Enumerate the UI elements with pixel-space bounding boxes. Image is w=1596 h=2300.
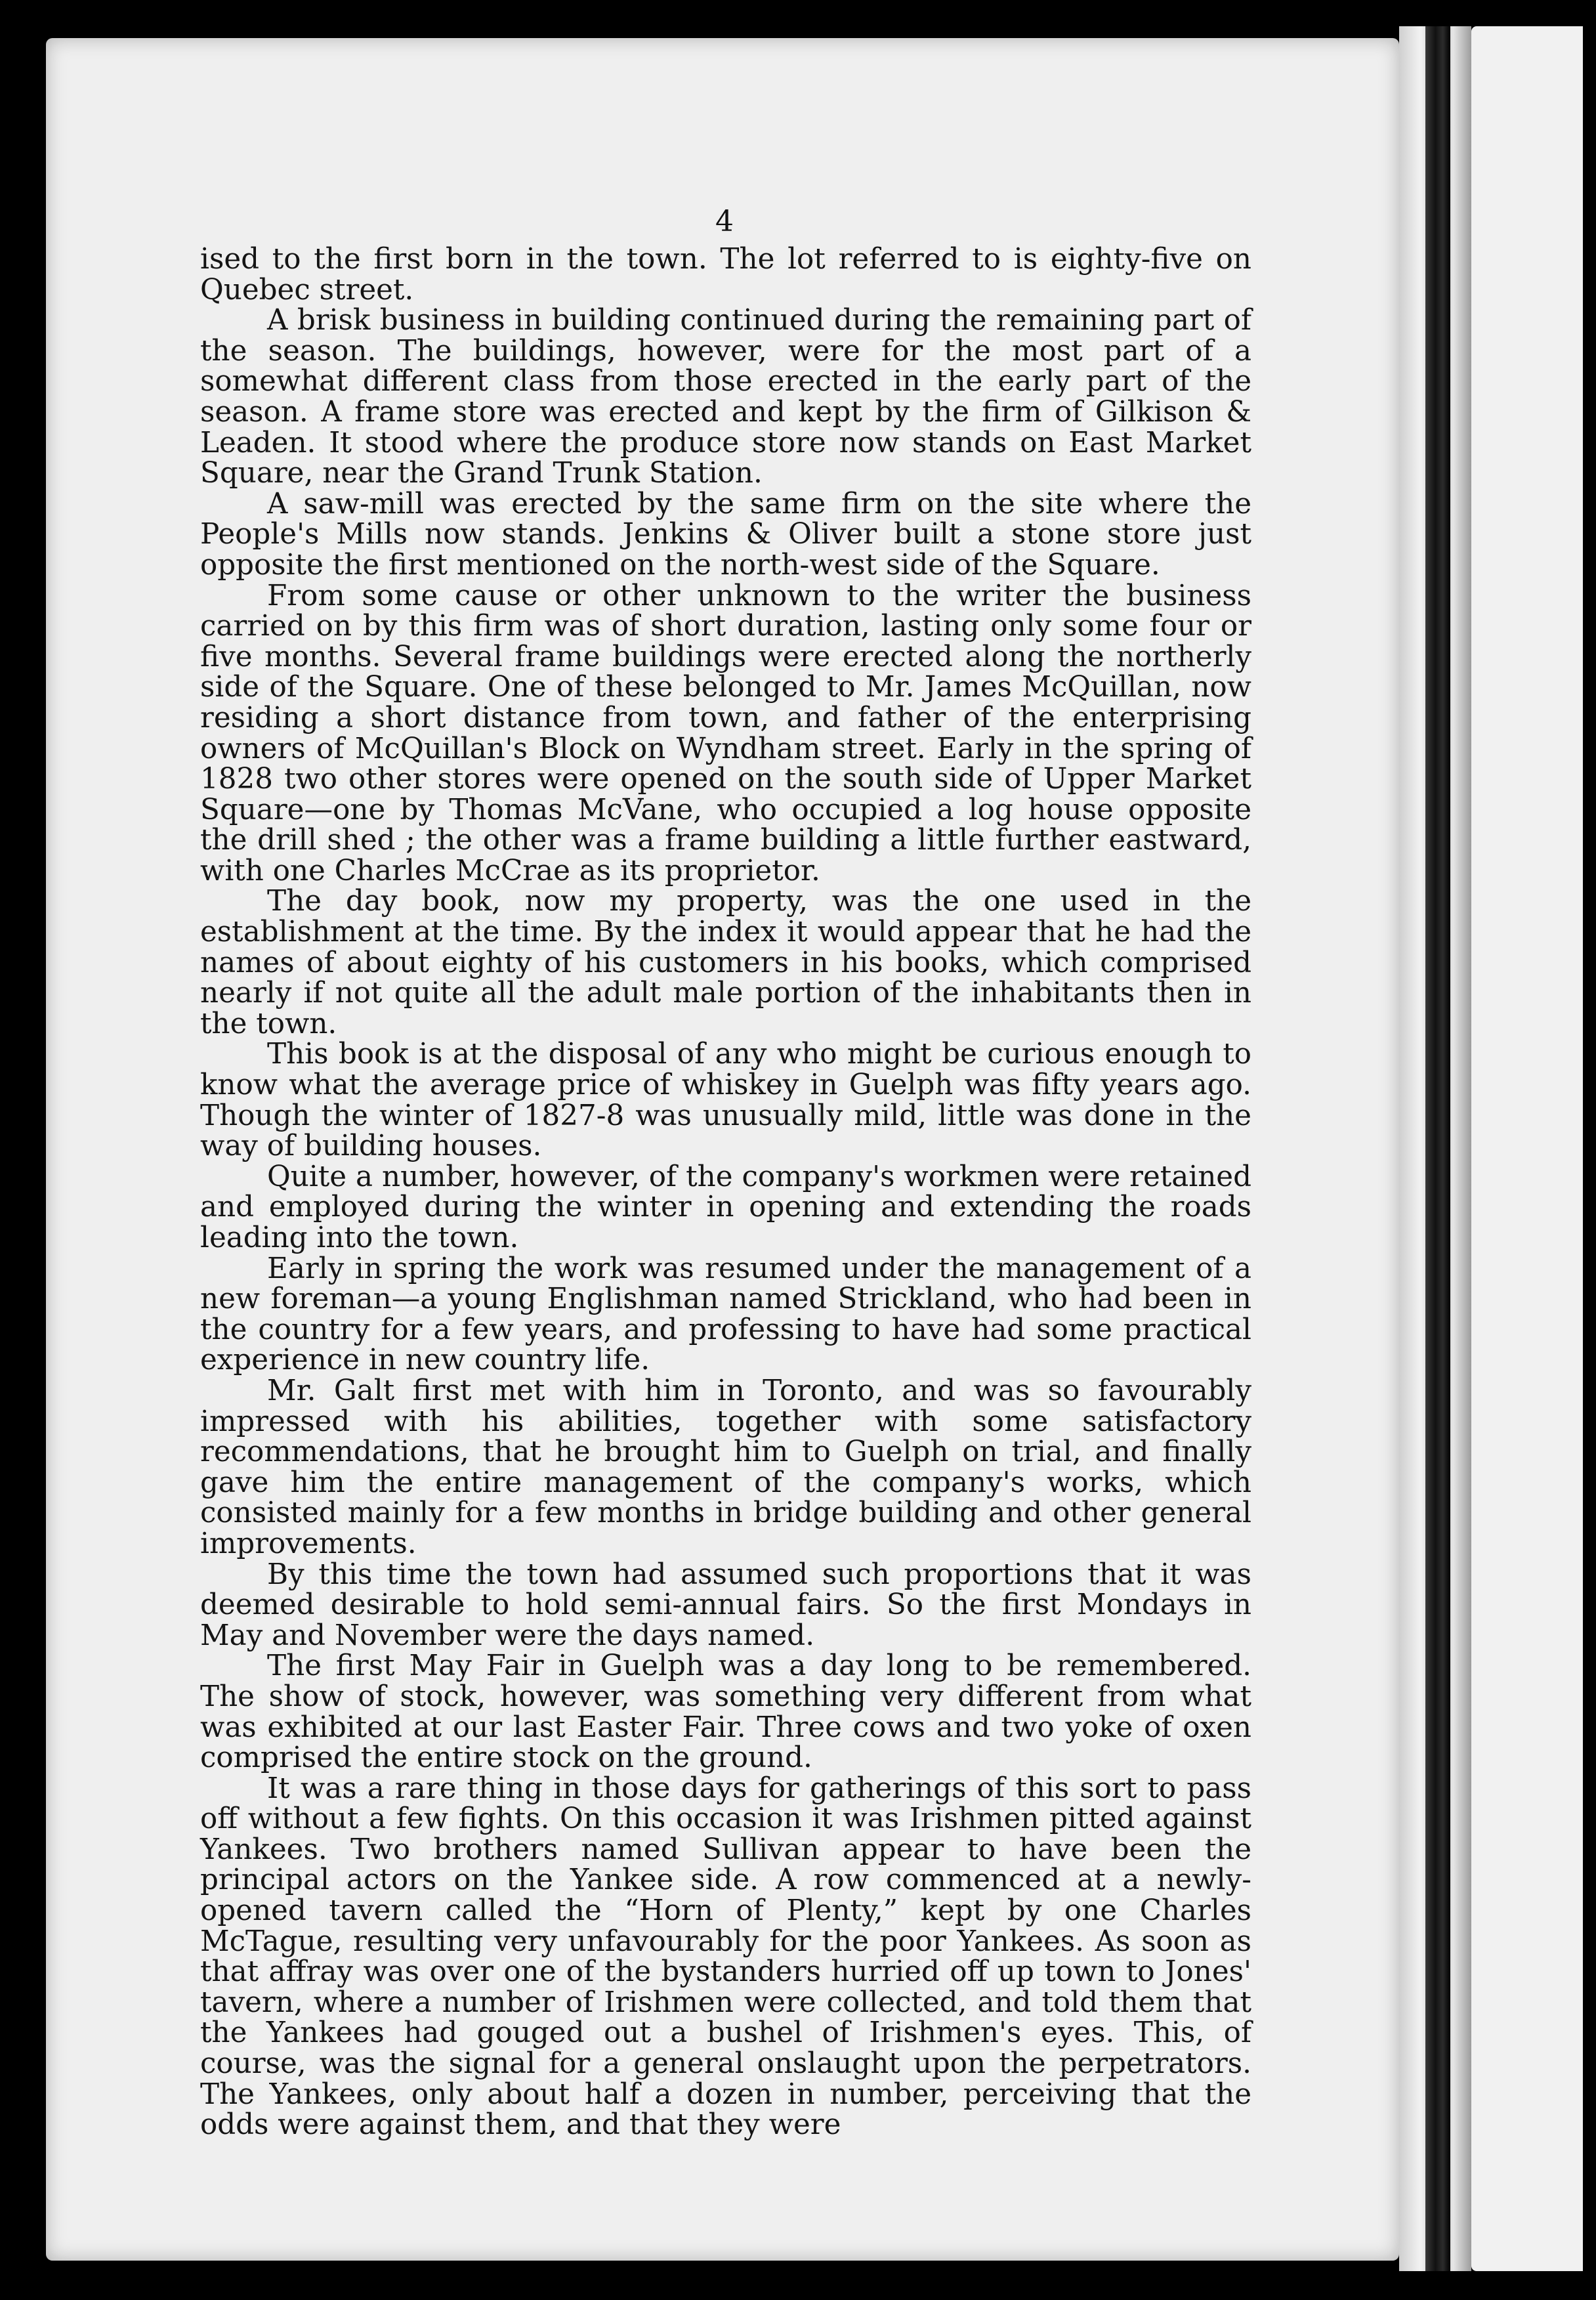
paragraph: The first May Fair in Guelph was a day long to be remembered. The show of stock, however, was something very different from what was exhibited at our last Easter Fair. Three cows and two yoke of oxen comprised the entire stock on the ground. xyxy=(200,1650,1251,1775)
paragraph: Mr. Galt first met with him in Toronto, and was so favourably impressed with his abilities, together with some satisfactory recommendations, that he brought him to Guelph on trial, and finally gave him the entire management of the company's works, which consisted mainly for a few months in bridge building and other general improvements. xyxy=(200,1374,1251,1560)
paragraph: A brisk business in building continued during the remaining part of the season. The buildings, however, were for the most part of a somewhat different class from those erected in the early part of the season. A frame store was erected and kept by the firm of Gilkison & Leaden. It stood where the produce store now stands on East Market Square, near the Grand Trunk Station. xyxy=(200,304,1251,490)
paragraph: By this time the town had assumed such proportions that it was deemed desirable to hold semi-annual fairs. So the first Mondays in May and November were the days named. xyxy=(200,1558,1251,1652)
facing-page-edge xyxy=(1471,26,1583,2271)
paragraph: The day book, now my property, was the one used in the establishment at the time. By the index it would appear that he had the names of about eighty of his customers in his books, which comprised nearly if not quite all the adult male portion of the inhabitants then in the town. xyxy=(200,885,1251,1040)
book-spine xyxy=(1425,26,1450,2271)
page-number: 4 xyxy=(715,205,734,238)
paragraph: From some cause or other unknown to the writer the business carried on by this firm was of short duration, lasting only some four or five months. Several frame buildings were erected along the northerly side of the Square. One of these belonged to Mr. James McQuillan, now residing a short distance from town, and father of the enterprising owners of McQuillan's Block on Wyndham street. Early in the spring of 1828 two other stores were opened on the south side of Upper Market Square—one by Thomas McVane, who occupied a log house opposite the drill shed ; the other was a frame building a little further eastward, with one Charles McCrae as its proprietor. xyxy=(200,579,1251,887)
paragraph: This book is at the disposal of any who might be curious enough to know what the average price of whiskey in Guelph was fifty years ago. Though the winter of 1827-8 was unusually mild, little was done in the way of building houses. xyxy=(200,1038,1251,1163)
paragraph: A saw-mill was erected by the same firm on the site where the People's Mills now stands. Jenkins & Oliver built a stone store just opposite the first mentioned on the north-west side of the Square. xyxy=(200,487,1251,582)
paragraph: It was a rare thing in those days for gatherings of this sort to pass off without a few fights. On this occasion it was Irishmen pitted against Yankees. Two brothers named Sullivan appear to have been the principal actors on the Yankee side. A row commenced at a newly-opened tavern called the “Horn of Plenty,” kept by one Charles McTague, resulting very unfavourably for the poor Yankees. As soon as that affray was over one of the bystanders hurried off up town to Jones' tavern, where a number of Irishmen were collected, and told them that the Yankees had gouged out a bushel of Irishmen's eyes. This, of course, was the signal for a general onslaught upon the perpetrators. The Yankees, only about half a dozen in number, perceiving that the odds were against them, and that they were xyxy=(200,1772,1251,2142)
paragraph: ised to the first born in the town. The lot referred to is eighty-five on Quebec street. xyxy=(200,243,1251,307)
body-text xyxy=(200,244,1251,2140)
paragraph: Quite a number, however, of the company's workmen were retained and employed during the winter in opening and extending the roads leading into the town. xyxy=(200,1160,1251,1254)
paragraph: Early in spring the work was resumed under the management of a new foreman—a young Englishman named Strickland, who had been in the country for a few years, and professing to have had some practical experience in new country life. xyxy=(200,1252,1251,1377)
